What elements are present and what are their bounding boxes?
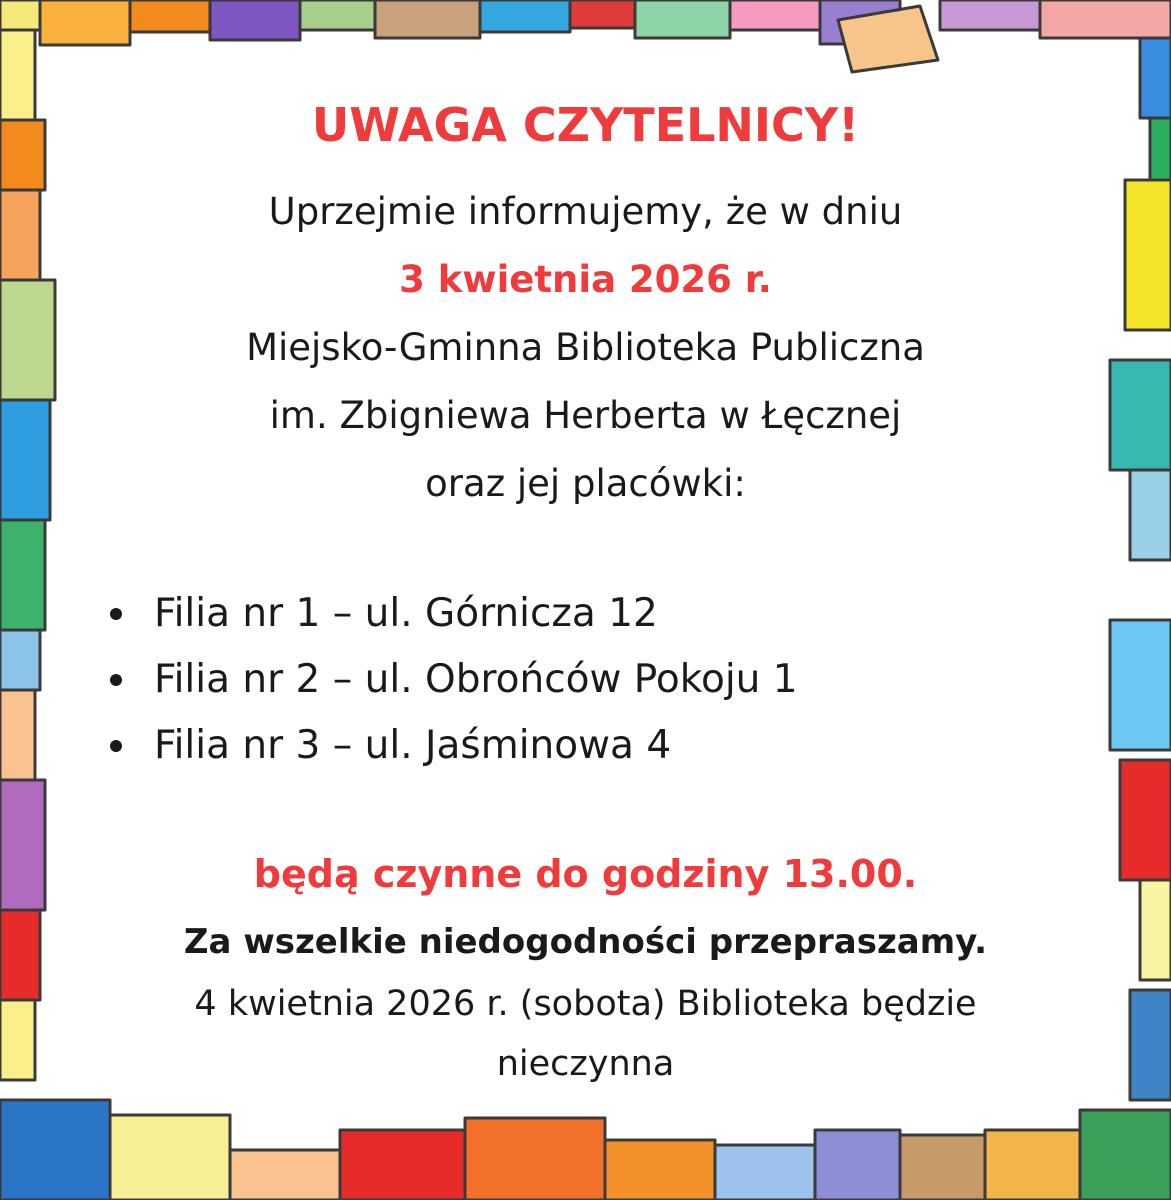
closed-notice-line2: nieczynna <box>496 1044 675 1084</box>
closure-date: 3 kwietnia 2026 r. <box>399 258 772 301</box>
branch-list <box>108 590 798 788</box>
library-name-line3: oraz jej placówki: <box>425 462 746 505</box>
branch-list-item: Filia nr 2 – ul. Obrońców Pokoju 1 <box>108 656 798 722</box>
library-name-line1: Miejsko-Gminna Biblioteka Publiczna <box>246 326 925 369</box>
library-name-line2: im. Zbigniewa Herberta w Łęcznej <box>269 394 902 437</box>
opening-hours: będą czynne do godziny 13.00. <box>253 852 918 896</box>
intro-text: Uprzejmie informujemy, że w dniu <box>268 190 903 233</box>
closed-notice-line1: 4 kwietnia 2026 r. (sobota) Biblioteka będzie <box>194 984 977 1024</box>
branch-list-item: Filia nr 3 – ul. Jaśminowa 4 <box>108 722 798 788</box>
bullet-icon <box>110 608 122 620</box>
bullet-icon <box>110 674 122 686</box>
bullet-icon <box>110 740 122 752</box>
apology-text: Za wszelkie niedogodności przepraszamy. <box>183 922 988 962</box>
branch-list-item: Filia nr 1 – ul. Górnicza 12 <box>108 590 798 656</box>
notice-title: UWAGA CZYTELNICY! <box>311 98 860 152</box>
